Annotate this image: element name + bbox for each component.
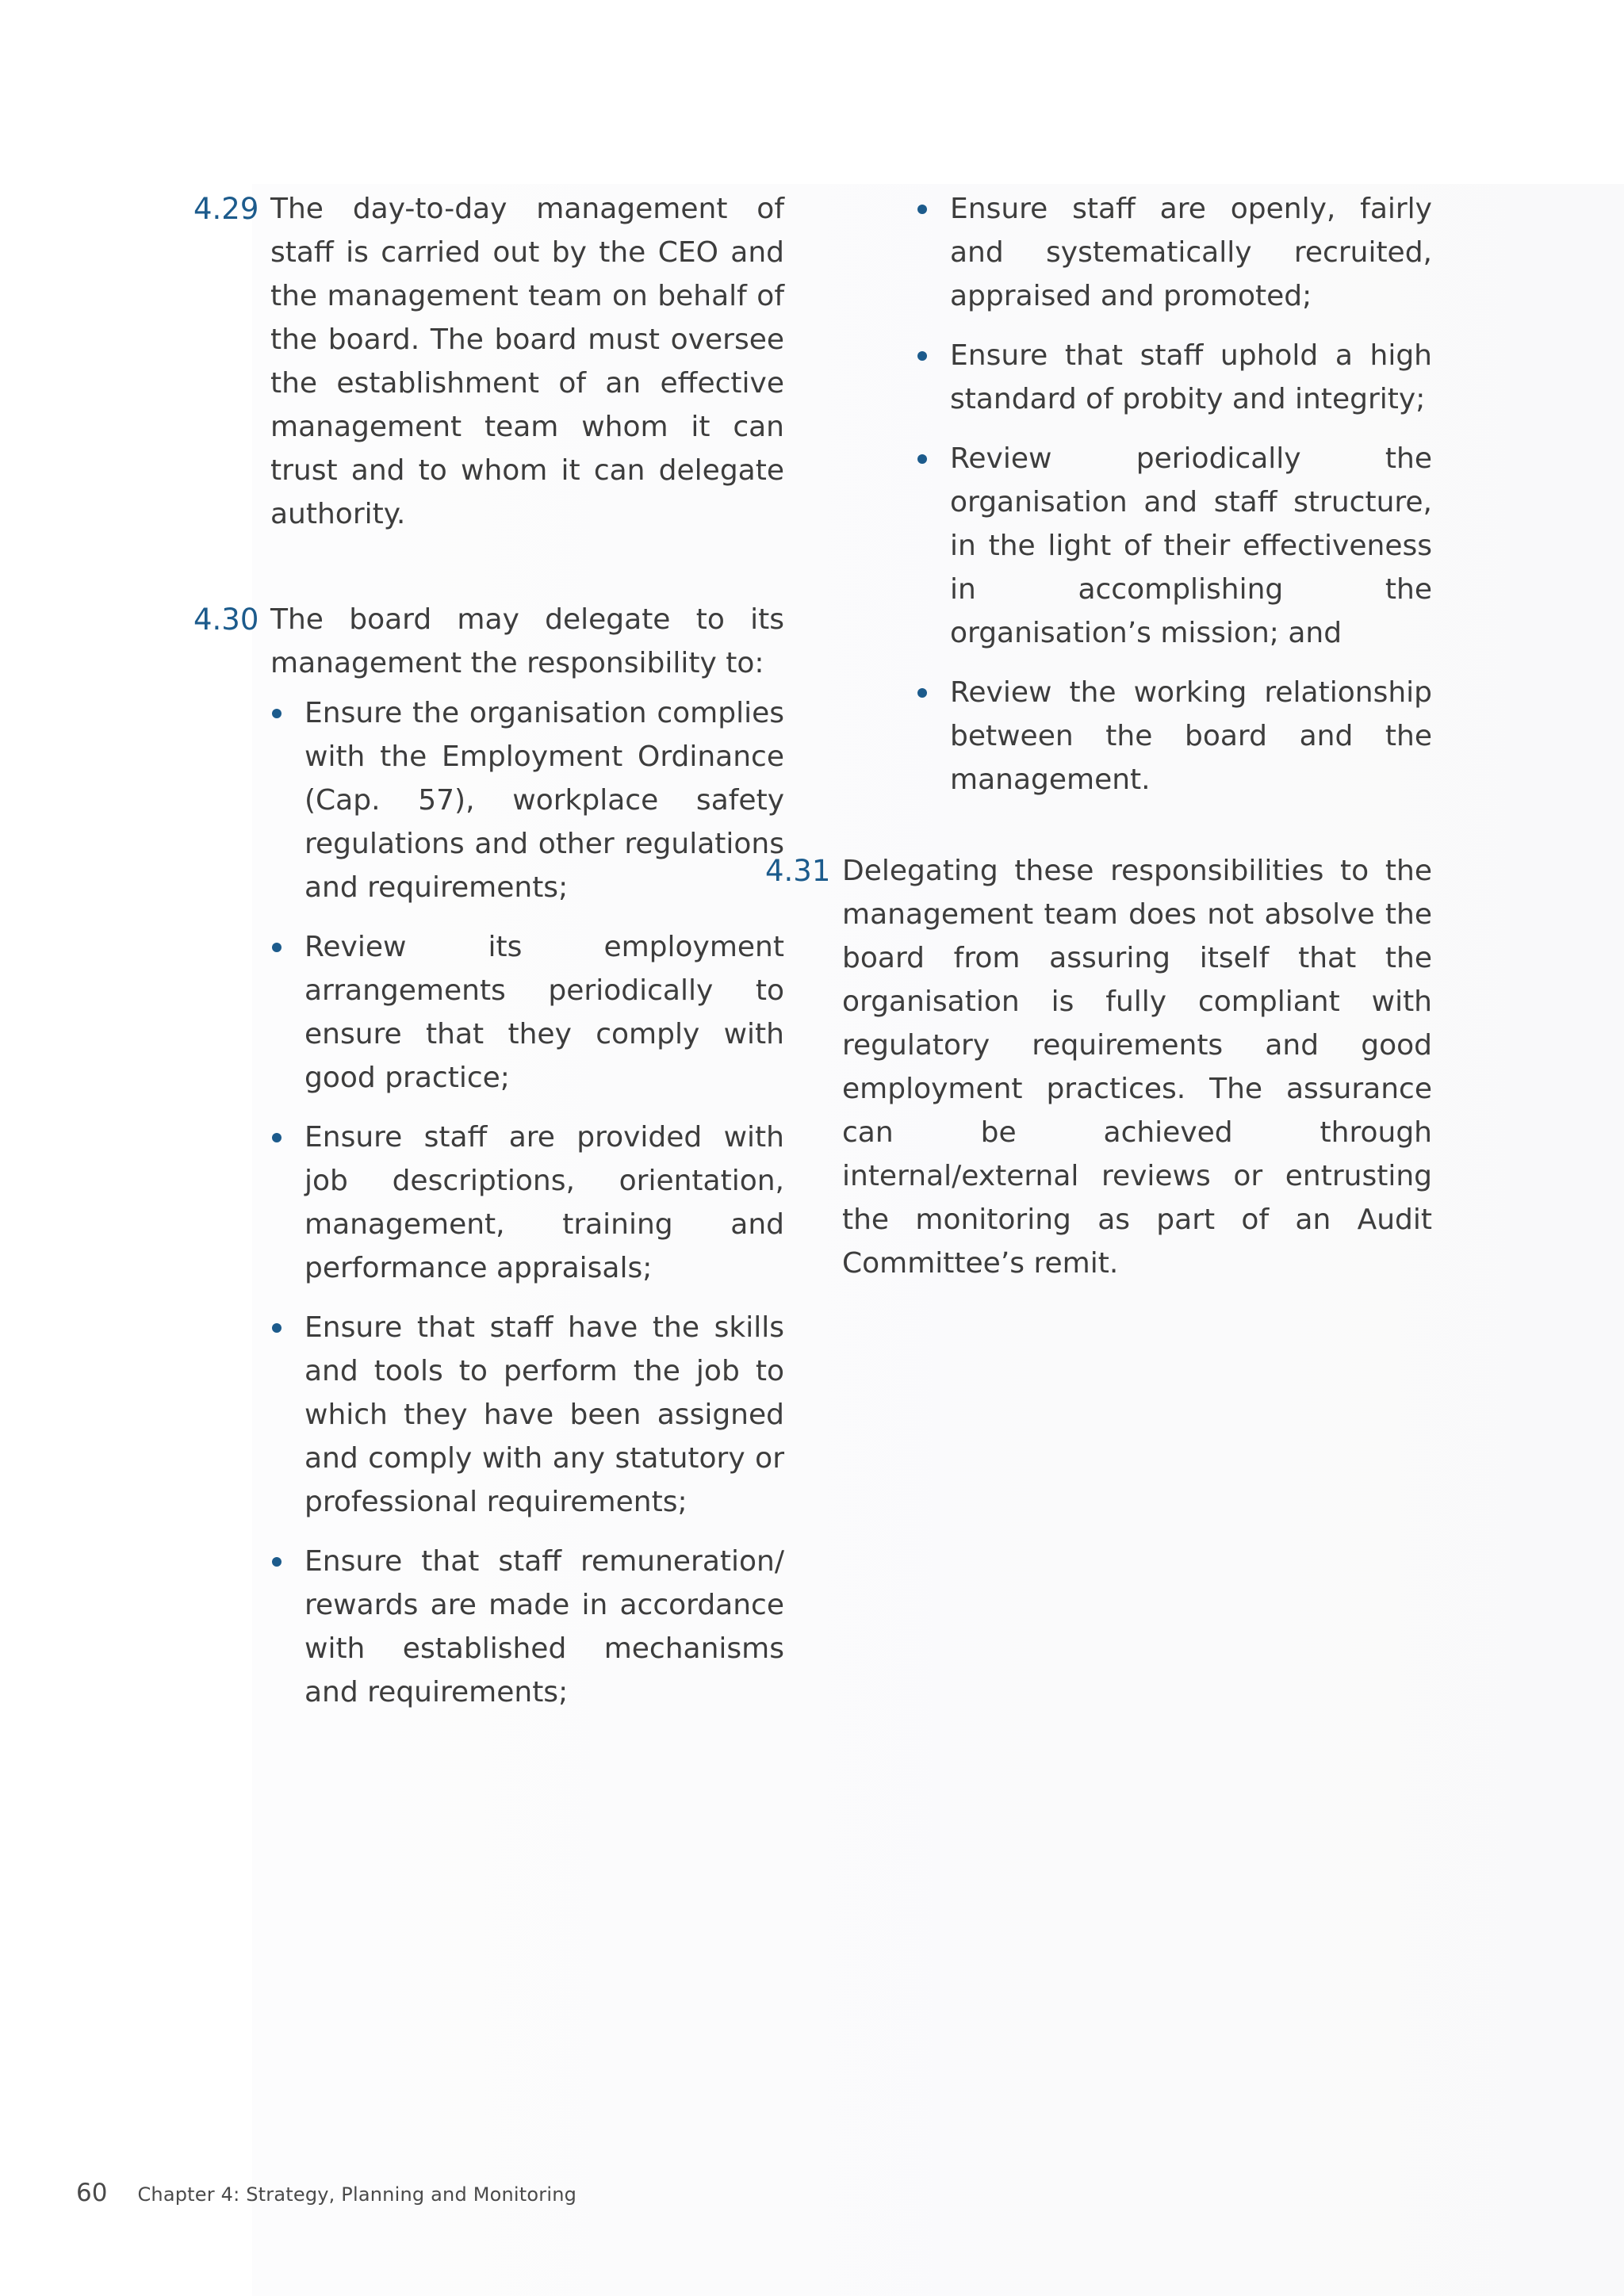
paragraph-number: 4.29 xyxy=(193,192,259,226)
list-item xyxy=(270,1115,784,1290)
bullet-dot-icon xyxy=(917,351,927,361)
list-item-text: Ensure the organisation complies with the Employment Ordinance (Cap. 57), workplace safety regulations and other regulations and requirements; xyxy=(304,697,784,904)
paragraph-text: The day-to-day management of staff is carried out by the CEO and the management team on behalf of the board. The board must oversee the establishment of an effective management team whom it can trust and to whom it can delegate authority. xyxy=(270,193,784,530)
paragraph-4-29 xyxy=(193,187,784,536)
paragraph-4-30 xyxy=(193,598,784,1714)
list-item-text: Review its employment arrangements periodically to ensure that they comply with good practice; xyxy=(304,931,784,1094)
list-item xyxy=(916,187,1432,318)
responsibility-list-continued xyxy=(841,187,1432,802)
list-item xyxy=(916,334,1432,421)
paragraph-number: 4.30 xyxy=(193,603,259,637)
list-item xyxy=(270,1306,784,1524)
paragraph-4-31 xyxy=(765,849,1432,1285)
list-item-text: Ensure staff are provided with job descriptions, orientation, management, training and performance appraisals; xyxy=(304,1121,784,1284)
left-column xyxy=(193,187,784,1776)
bullet-dot-icon xyxy=(917,688,927,698)
bullet-dot-icon xyxy=(272,1133,282,1142)
list-item-text: Review periodically the organisation and staff structure, in the light of their effectiveness in accomplishing the organisation’s mission; and xyxy=(950,442,1432,649)
paragraph-text: Delegating these responsibilities to the management team does not absolve the board from assuring itself that the organisation is fully compliant with regulatory requirements and good employment practices. The assurance can be achieved through internal/external reviews or entrusting the monitoring as part of an Audit Committee’s remit. xyxy=(842,855,1432,1280)
bullet-dot-icon xyxy=(272,1557,282,1567)
bullet-dot-icon xyxy=(272,709,282,718)
chapter-label: Chapter 4: Strategy, Planning and Monitoring xyxy=(137,2183,577,2206)
list-item xyxy=(270,1540,784,1714)
list-item-text: Ensure that staff uphold a high standard of probity and integrity; xyxy=(950,339,1432,415)
responsibility-list xyxy=(270,691,784,1714)
list-item xyxy=(916,671,1432,802)
paragraph-number: 4.31 xyxy=(765,854,831,888)
page-footer xyxy=(76,2179,576,2207)
bullet-dot-icon xyxy=(272,943,282,952)
list-item-text: Ensure staff are openly, fairly and systematically recruited, appraised and promoted; xyxy=(950,193,1432,312)
bullet-dot-icon xyxy=(917,454,927,464)
bullet-dot-icon xyxy=(272,1323,282,1333)
list-item-text: Ensure that staff remuneration/ rewards are made in accordance with established mechanisms and requirements; xyxy=(304,1545,784,1709)
list-item-text: Review the working relationship between the board and the management. xyxy=(950,676,1432,796)
list-item-text: Ensure that staff have the skills and tools to perform the job to which they have been assigned and comply with any statutory or professional requirements; xyxy=(304,1311,784,1518)
paragraph-text: The board may delegate to its management the responsibility to: xyxy=(270,603,784,679)
list-item xyxy=(916,437,1432,655)
bullet-dot-icon xyxy=(917,205,927,214)
page-number: 60 xyxy=(76,2179,108,2207)
list-item xyxy=(270,691,784,909)
list-item xyxy=(270,925,784,1100)
right-column xyxy=(765,187,1432,1347)
